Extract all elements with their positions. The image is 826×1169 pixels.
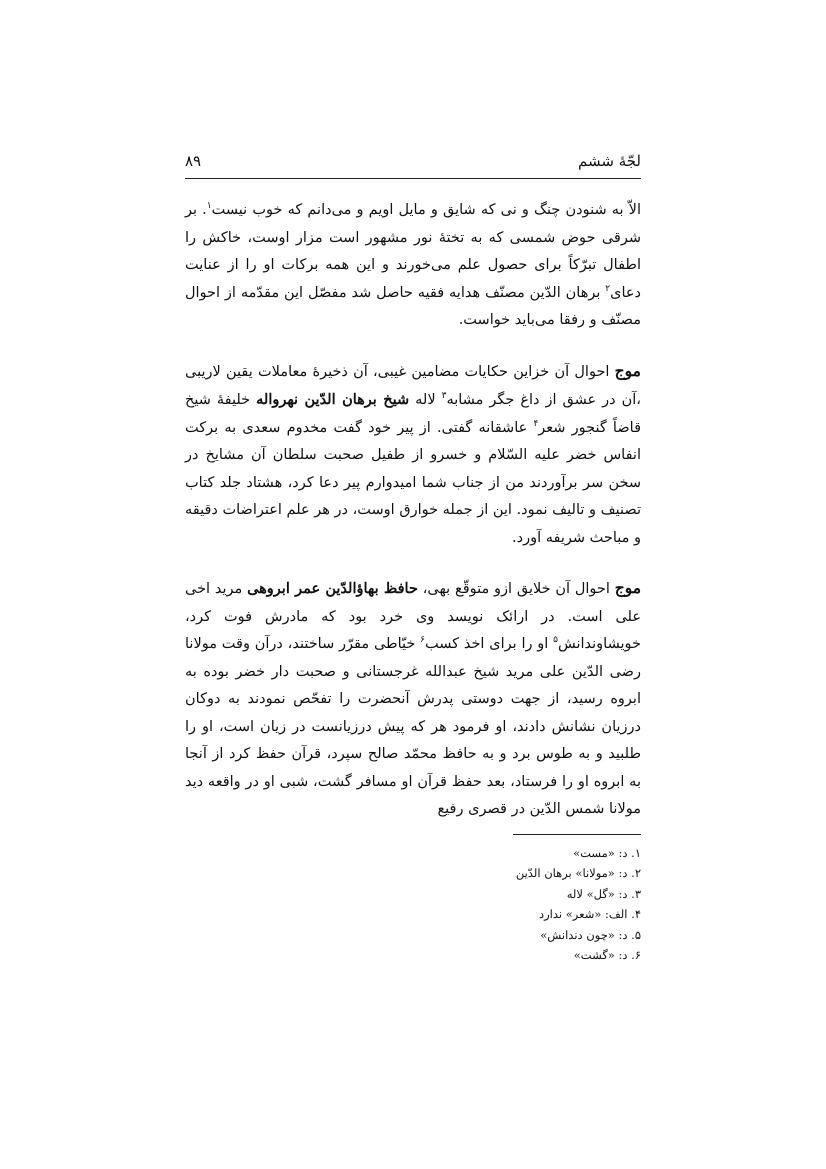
paragraph-text: خلیفهٔ شیخ قاضاً گنجور شعر <box>185 392 641 436</box>
person-name: حافظ بهاؤالدّین عمر ابروهی <box>247 580 418 597</box>
paragraph-text: او را برای اخذ کسب <box>424 636 554 652</box>
paragraph-1 <box>185 197 641 335</box>
document-page <box>185 150 641 966</box>
paragraph-text: عاشقانه گفتی. از پیر خود گفت مخدوم سعدی به برکت انفاس خضر علیه السّلام و خسرو از طفیل صحبت سلطان آن مشایخ در سخن سر برآوردند من از جناب شما امیدوارم پیر دعا کرد، هشتاد جلد کتاب تصنیف و تالیف نمود. این از جمله خوارق اوست، در هر علم اعتراضات دقیقه و مباحث شریفه آورد. <box>185 419 641 546</box>
footnote-item: ۳. د: «گل» لاله <box>566 886 641 901</box>
paragraph-text: الاّ به شنودن چنگ و نی که شایق و مایل اویم و می‌دانم که خوب نیست <box>211 202 641 218</box>
paragraph-text: احوال آن خزاین حکایات مضامین غیبی، آن ذخیرهٔ معاملات یقین لاریبی ،آن در عشق از داغ جگر مشابه <box>185 363 641 408</box>
paragraph-2 <box>185 357 641 553</box>
footnote-item: ۲. د: «مولانا» برهان الدّین <box>515 866 641 880</box>
footnote-item: ۴. الف: «شعر» ندارد <box>539 907 641 921</box>
paragraph-text: . بر شرقی حوض شمسی که به تختهٔ نور مشهور است مزار اوست، خاکش را اطفال تبرّکاً برای حصول علم می‌خورند و این همه برکات او را از عنایت دعای <box>185 202 641 301</box>
paragraph-text: مرید اخی علی است. در ارائک نویسد وی خرد بود که مادرش فوت کرد، خویشاوندانش <box>185 581 641 652</box>
footnote-ref-6: ۶ <box>420 635 425 646</box>
footnote-ref-3: ۳ <box>441 391 447 402</box>
footnote-ref-2: ۲ <box>605 283 611 294</box>
footnote-item: ۶. د: «گشت» <box>573 948 641 962</box>
body-text <box>185 197 641 824</box>
running-title: لجّهٔ ششم <box>578 152 641 170</box>
footnotes <box>185 843 641 966</box>
paragraph-text: برهان الدّین مصنّف هدایه فقیه حاصل شد مفصّل این مقدّمه از احوال مصنّف و رفقا می‌باید خواست. <box>185 284 641 328</box>
page-header <box>185 150 641 179</box>
page-number: ۸۹ <box>185 152 202 170</box>
section-lead-word: موج <box>614 360 641 380</box>
footnote-item: ۵. د: «چون دندانش» <box>540 927 641 942</box>
paragraph-text: احوال آن خلایق ازو متوقّع بهی، <box>417 581 615 597</box>
footnote-ref-5: ۵ <box>553 635 558 646</box>
footnote-ref-1: ۱ <box>206 201 212 212</box>
footnote-ref-4: ۴ <box>533 418 539 429</box>
person-name: شیخ برهان الدّین نهرواله <box>256 391 410 408</box>
paragraph-3 <box>185 574 641 824</box>
section-lead-word: موج <box>614 578 642 597</box>
footnote-separator <box>513 834 641 835</box>
paragraph-text: لاله <box>409 392 442 408</box>
footnote-item: ۱. د: «مست» <box>573 845 641 860</box>
paragraph-text: خیّاطی مقرّر ساختند، درآن وقت مولانا رضی الدّین علی مرید شیخ عبدالله غرجستانی و صحبت دار خضر بوده به ابروه رسید، از جهت دوستی پدرش آنحضرت را تفحّص نمودند به دوکان درزیان نشانش دادند، او فرمود هر که پیش درزیانست در زیان است، او را طلبید و به طوس برد و به حافظ محمّد صالح سپرد، قرآن حفظ کرد از آنجا به ابروه او را فرستاد، بعد حفظ قرآن او مسافر گشت، شبی او در واقعه دید مولانا شمس الدّین در قصری رفیع <box>185 636 641 817</box>
